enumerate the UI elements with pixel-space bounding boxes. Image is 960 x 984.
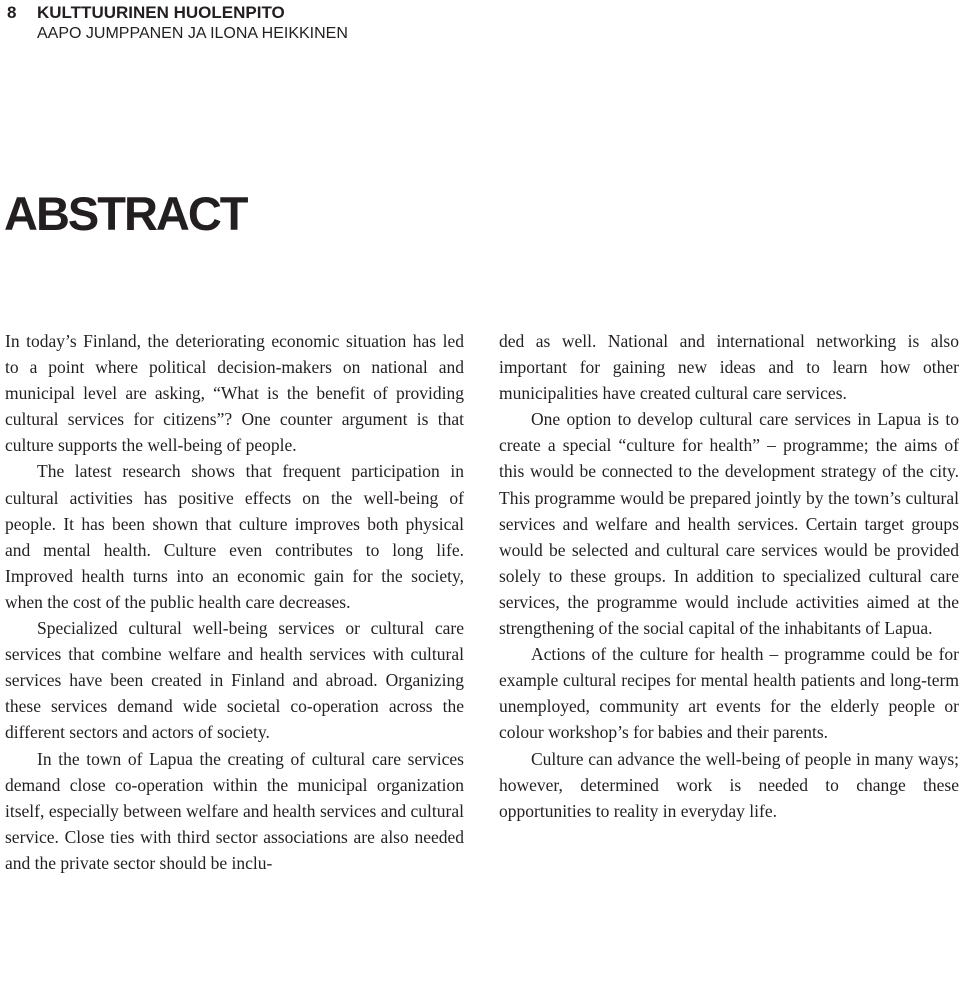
- page-title: ABSTRACT: [4, 187, 247, 240]
- paragraph: Actions of the culture for health – programme could be for example cultural recipes for mental health patients and long-term unemployed, community art events for the elderly people or colour workshop’s for babies and their parents.: [499, 644, 959, 743]
- running-header: [7, 2, 348, 44]
- left-column: [5, 328, 464, 876]
- paragraph: One option to develop cultural care services in Lapua is to create a special “culture for health” – programme; the aims of this would be connected to the development strategy of the city. This programme would be prepared jointly by the town’s cultural services and welfare and health services. Certain target groups would be selected and cultural care services would be provided solely to these groups. In addition to specialized cultural care services, the programme would include activities aimed at the strengthening of the social capital of the inhabitants of Lapua.: [499, 409, 959, 639]
- right-column: [499, 328, 959, 824]
- paragraph: In the town of Lapua the creating of cultural care services demand close co-operation within the municipal organization itself, especially between welfare and health services and cultural service. Close ties with third sector associations are also needed and the private sector should be inclu-: [5, 748, 464, 873]
- running-title: KULTTUURINEN HUOLENPITO: [37, 3, 285, 22]
- paragraph: The latest research shows that frequent participation in cultural activities has positive effects on the well-being of people. It has been shown that culture improves both physical and mental health. Culture even contributes to long life. Improved health turns into an economic gain for the society, when the cost of the public health care decreases.: [5, 461, 464, 612]
- paragraph: Specialized cultural well-being services or cultural care services that combine welfare and health services with cultural services have been created in Finland and abroad. Organizing these services demand wide societal co-operation across the different sectors and actors of society.: [5, 618, 464, 743]
- running-authors: AAPO JUMPPANEN JA ILONA HEIKKINEN: [37, 25, 348, 42]
- page-number: 8: [7, 3, 17, 22]
- paragraph: In today’s Finland, the deteriorating economic situation has led to a point where political decision-makers on national and municipal level are asking, “What is the benefit of providing cultural services for citizens”? One counter argument is that culture supports the well-being of people.: [5, 331, 464, 456]
- paragraph: Culture can advance the well-being of people in many ways; however, determined work is needed to change these opportunities to reality in everyday life.: [499, 748, 959, 821]
- paragraph: ded as well. National and international networking is also important for gaining new ideas and to learn how other municipalities have created cultural care services.: [499, 331, 959, 404]
